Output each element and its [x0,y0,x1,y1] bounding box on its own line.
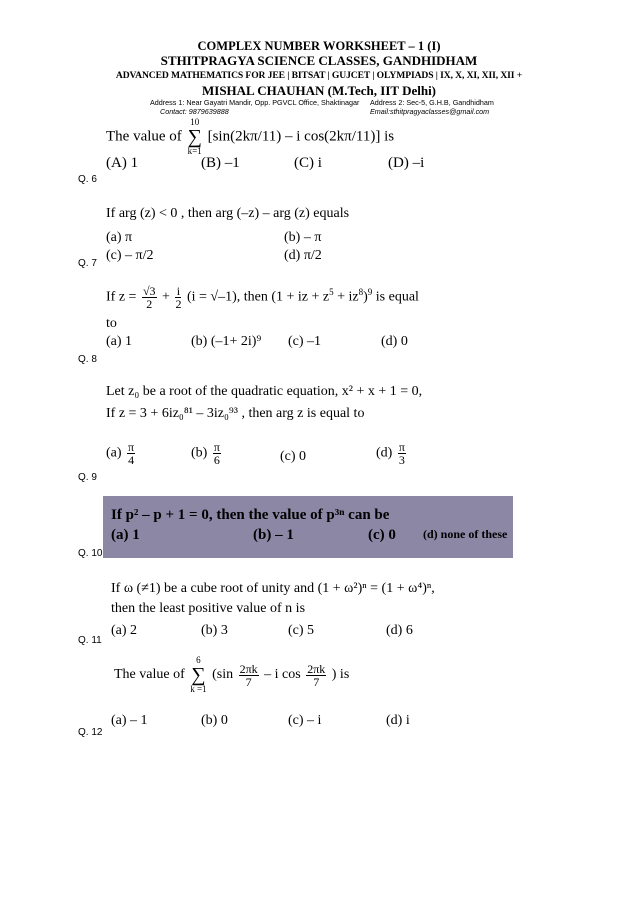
question-9-label: Q. 9 [78,472,97,483]
question-8-option-a: (a) 1 [106,334,133,349]
question-11-option-d: (d) 6 [386,623,413,638]
institute-name: STHITPRAGYA SCIENCE CLASSES, GANDHIDHAM [160,53,478,68]
worksheet-title: COMPLEX NUMBER WORKSHEET – 1 (I) [197,39,441,53]
question-6-option-a: (A) 1 [106,155,139,171]
question-9-option-c: (c) 0 [280,449,307,464]
question-11-option-b: (b) 3 [201,623,228,638]
question-11-label: Q. 11 [78,635,102,646]
question-7-option-a: (a) π [106,230,133,245]
question-10-scan [103,496,513,558]
fraction: $\frac{\pi}{6}$ [213,440,220,467]
question-8-stem: If z = $\frac{√3}{2}$ + $\frac{i}{2}$ (i = √–1), then (1 + iz + $z^5 + iz^8)^9$ is equal [106,284,419,311]
question-9-stem-line1: Let z₀ be a root of the quadratic equation, x² + x + 1 = 0, [106,384,423,399]
sigma-symbol: 10 ∑ k=1 [187,117,202,156]
course-line: ADVANCED MATHEMATICS FOR JEE | BITSAT | GUJCET | OLYMPIADS | IX, X, XI, XII, XII + [115,70,523,81]
fraction: $\frac{2\pi k}{7}$ [307,661,326,689]
fraction: $\frac{2\pi k}{7}$ [239,661,258,689]
question-8-option-b: (b) (–1+ 2i)⁹ [191,334,262,349]
question-12-option-a: (a) – 1 [111,713,148,728]
question-8-stem-line2: to [106,316,117,331]
question-11-stem-line2: then the least positive value of n is [111,601,306,616]
fraction: $\frac{\pi}{3}$ [398,440,405,467]
question-10-option-c: (c) 0 [368,527,396,543]
question-9-option-b: (b) $\frac{\pi}{6}$ [191,440,220,467]
question-9-option-a: (a) $\frac{\pi}{4}$ [106,440,135,467]
question-7-option-c: (c) – π/2 [106,248,154,263]
question-11-option-c: (c) 5 [288,623,315,638]
question-10-option-a: (a) 1 [111,527,140,543]
question-7-option-d: (d) π/2 [284,248,322,263]
question-6-option-b: (B) –1 [201,155,240,171]
question-7-label: Q. 7 [78,258,97,269]
question-12-label: Q. 12 [78,727,103,738]
question-9-option-d: (d) $\frac{\pi}{3}$ [376,440,405,467]
contact-number: Contact: 9879639888 [160,107,229,116]
question-11-stem-line1: If ω (≠1) be a cube root of unity and (1 + ω²)ⁿ = (1 + ω⁴)ⁿ, [111,581,435,596]
instructor-name: MISHAL CHAUHAN (M.Tech, IIT Delhi) [201,83,437,98]
email-address: Email:sthitpragyaclasses@gmail.com [370,107,490,116]
question-9-stem-line2: If z = 3 + 6iz₀⁸¹ – 3iz₀⁹³ , then arg z is equal to [106,406,365,421]
question-12-stem: The value of 6 ∑ k =1 (sin $\frac{2\pi k}{7}$ – i cos $\frac{2\pi k}{7}$ ) is [114,655,350,694]
question-6-label: Q. 6 [78,174,97,185]
question-10-option-d: (d) none of these [423,527,508,541]
question-7-option-b: (b) – π [284,230,322,245]
question-8-label: Q. 8 [78,354,97,365]
sigma-symbol: 6 ∑ k =1 [190,655,207,694]
question-6-stem: The value of 10 ∑ k=1 [sin(2kπ/11) – i cos(2kπ/11)] is [106,117,395,156]
question-6-option-c: (C) i [294,155,322,171]
question-12-option-d: (d) i [386,713,410,728]
question-10-label: Q. 10 [78,548,103,559]
question-12-option-b: (b) 0 [201,713,228,728]
fraction: $\frac{i}{2}$ [175,284,182,311]
question-8-option-c: (c) –1 [288,334,322,349]
question-12-option-c: (c) – i [288,713,322,728]
address-2: Address 2: Sec-5, G.H.B, Gandhidham [370,98,494,107]
question-6-option-d: (D) –i [388,155,425,171]
question-10-stem: If p² – p + 1 = 0, then the value of p³ⁿ can be [111,507,390,523]
question-8-option-d: (d) 0 [381,334,408,349]
address-1: Address 1: Near Gayatri Mandir, Opp. PGVCL Office, Shaktinagar [150,98,360,107]
fraction: $\frac{\pi}{4}$ [128,440,135,467]
question-11-option-a: (a) 2 [111,623,138,638]
fraction: $\frac{√3}{2}$ [142,284,156,311]
question-7-stem: If arg (z) < 0 , then arg (–z) – arg (z) equals [106,206,350,221]
question-10-option-b: (b) – 1 [253,527,294,543]
